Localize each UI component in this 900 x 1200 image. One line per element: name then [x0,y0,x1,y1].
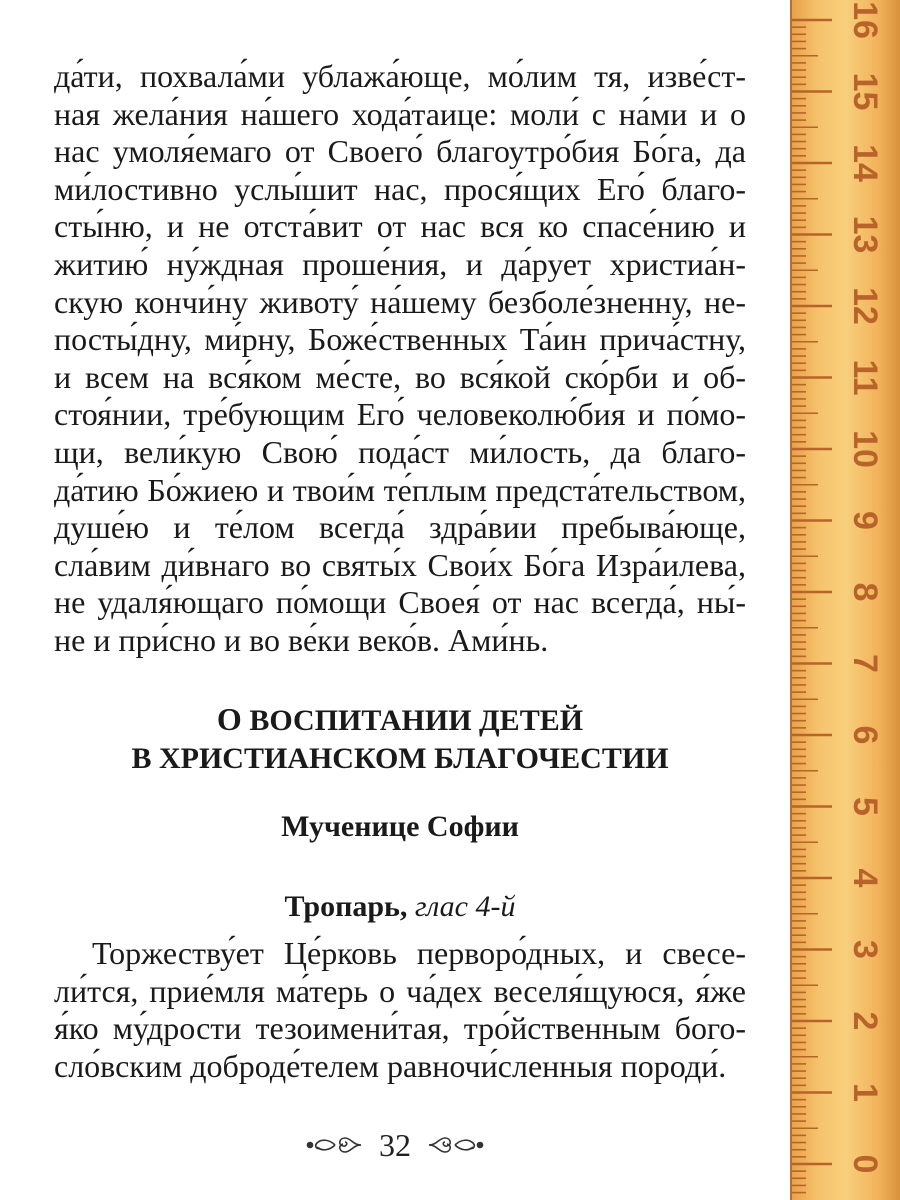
prayer-paragraph [54,58,746,660]
text-line: сты́ню, и не отста́вит от нас вся ко спасе́нию и [54,208,746,245]
ruler-label: 7 [846,654,884,673]
text-line: и всем на вся́ком ме́сте, во вся́кой ско́рби и об- [54,358,746,395]
text-line: сла́вим ди́внаго во святы́х Свои́х Бо́га Изра́илева, [54,546,746,583]
text-line: ли́тся, прие́мля ма́терь о ча́дех веселя́щуюся, я́же [54,972,746,1009]
prayer-text [54,58,746,660]
ruler-label: 11 [846,359,884,396]
heading-line2: В ХРИСТИАНСКОМ БЛАГОЧЕСТИИ [131,742,669,775]
text-line: я́ко му́дрости тезоимени́тая, тро́йственным бого- [54,1010,746,1047]
ruler-label: 9 [846,511,884,530]
text-line: душе́ю и те́лом всегда́ здра́вии пребыва́юще, [54,509,746,546]
troparion-label: Тропарь, [284,890,408,923]
ruler-label: 10 [846,430,884,468]
ruler-label: 5 [846,797,884,816]
page-number: 32 [379,1126,411,1163]
measuring-ruler [790,0,900,1200]
heading-initial: О [216,701,242,737]
subheading: Мученице Софии [281,810,519,843]
text-line: да́ти, похвала́ми ублажа́юще, мо́лим тя, изве́ст- [54,58,746,94]
ruler-label: 0 [846,1154,884,1174]
text-line: нас умоля́емаго от Своего́ благоутро́бия Бо́га, да [54,133,746,170]
text-line: не удаля́ющаго по́мощи Своея́ от нас всегда́, ны́- [54,584,746,621]
ruler-label: 8 [846,582,884,602]
ruler-label: 2 [846,1011,884,1031]
ruler-label: 14 [846,144,884,182]
text-line: не и при́сно и во ве́ки веко́в. Ами́нь. [54,621,549,658]
text-line: сло́вским доброде́телем равночи́сленныя породи́. [54,1047,727,1084]
ruler-label: 1 [846,1083,884,1102]
ruler-label: 16 [846,1,884,39]
text-line: посты́дну, ми́рну, Боже́ственных Та́ин прича́стну, [54,321,746,358]
ruler-label: 6 [846,725,884,745]
text-line: Торжеству́ет Це́рковь перворо́дных, и свесе- [92,935,746,971]
ruler-scale [792,0,900,1200]
ornament-right-icon [427,1134,485,1156]
troparion-glas: глас 4-й [414,890,516,923]
text-line: да́тию Бо́жиею и твои́м те́плым предста́тельством, [54,471,746,508]
text-line: ная жела́ния на́шего хода́таице: моли́ с на́ми и о [54,95,746,132]
text-line: скую кончи́ну животу́ на́шему безболе́зненну, не- [54,283,746,320]
section-heading [54,700,746,778]
ruler-label: 12 [846,287,884,325]
troparion-heading [54,888,746,926]
ruler-label: 4 [846,868,884,888]
ruler-label: 13 [846,215,884,254]
page-footer [0,1120,790,1170]
text-line: щи, вели́кую Свою́ пода́ст ми́лость, да благо- [54,433,746,470]
ruler-label: 3 [846,940,884,959]
troparion-paragraph [54,935,746,1085]
ruler-label: 15 [846,72,884,111]
troparion-text [54,935,746,1085]
text-line: стоя́нии, тре́бующим Его́ человеколю́бия и по́мо- [54,396,746,433]
text-line: житию́ ну́ждная проше́ния, и да́рует христиа́н- [54,245,746,282]
text-line: ми́лостивно услы́шит нас, прося́щих Его́ благо- [54,170,746,207]
heading-line1: ВОСПИТАНИИ ДЕТЕЙ [241,704,584,737]
ornament-left-icon [305,1134,363,1156]
